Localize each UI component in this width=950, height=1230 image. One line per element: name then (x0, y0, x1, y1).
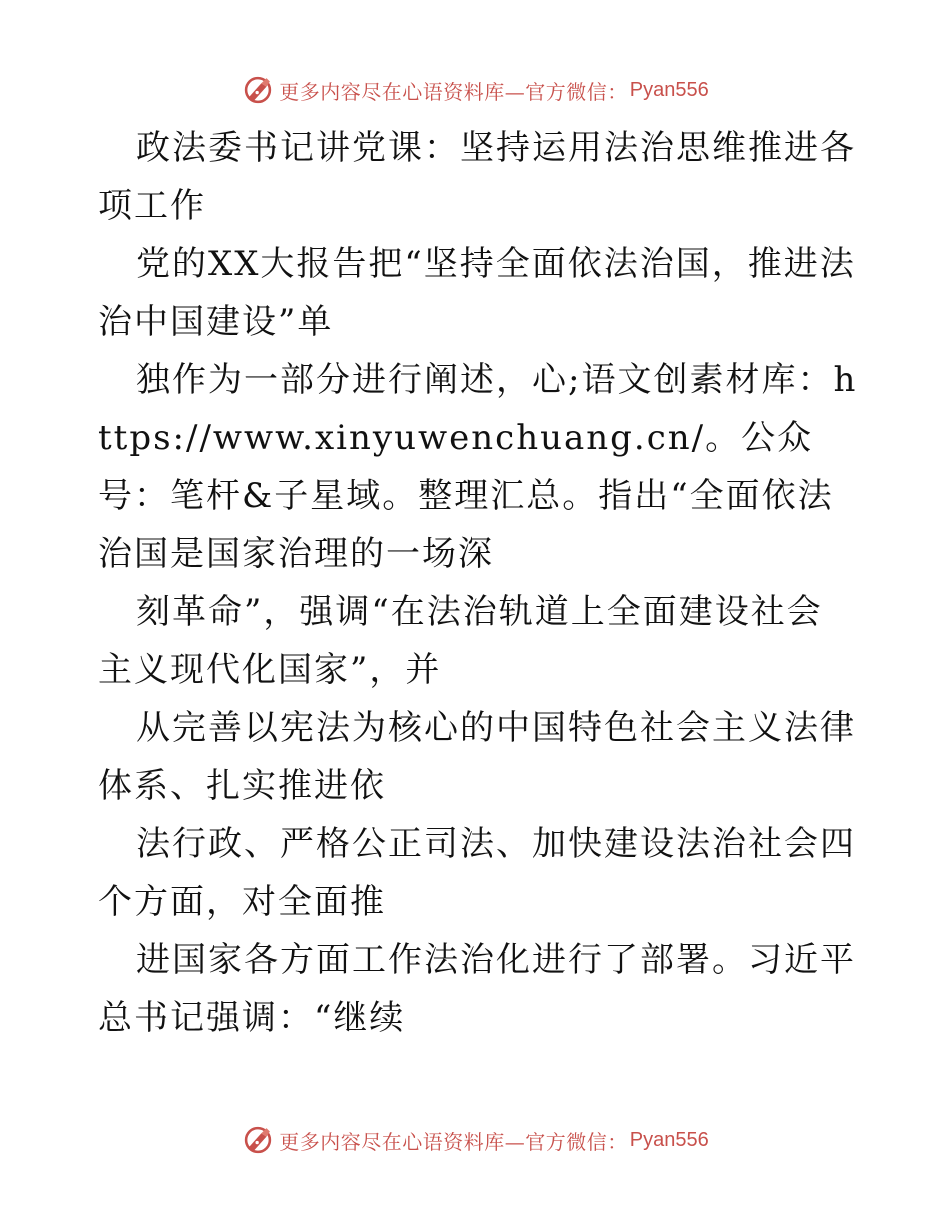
paragraph: 进国家各方面工作法治化进行了部署。习近平总书记强调：“继续 (98, 940, 856, 1038)
footer-contact: Pyan556 (629, 1128, 709, 1151)
footer-banner-text: 更多内容尽在心语资料库—官方微信： (279, 1129, 628, 1154)
paragraph: 从完善以宪法为核心的中国特色社会主义法律体系、扎实推进依 (98, 708, 856, 806)
header-banner-text: 更多内容尽在心语资料库—官方微信： (279, 79, 628, 104)
paragraph: 独作为一部分进行阐述，心;语文创素材库：https://www.xinyuwenchuang.cn/。公众号：笔杆&子星域。整理汇总。指出“全面依法治国是国家治理的一场深 (98, 360, 858, 574)
footer-banner (0, 1120, 950, 1160)
document-body (98, 119, 858, 1047)
pen-nib-circle-icon (241, 1123, 275, 1157)
header-contact: Pyan556 (629, 78, 709, 101)
paragraph: 党的XX大报告把“坚持全面依法治国，推进法治中国建设”单 (98, 244, 856, 342)
paragraph: 刻革命”，强调“在法治轨道上全面建设社会主义现代化国家”，并 (98, 592, 823, 690)
pen-nib-circle-icon (241, 73, 275, 107)
header-banner (0, 70, 950, 110)
paragraph-title: 政法委书记讲党课：坚持运用法治思维推进各项工作 (98, 128, 856, 226)
paragraph: 法行政、严格公正司法、加快建设法治社会四个方面，对全面推 (98, 824, 856, 922)
